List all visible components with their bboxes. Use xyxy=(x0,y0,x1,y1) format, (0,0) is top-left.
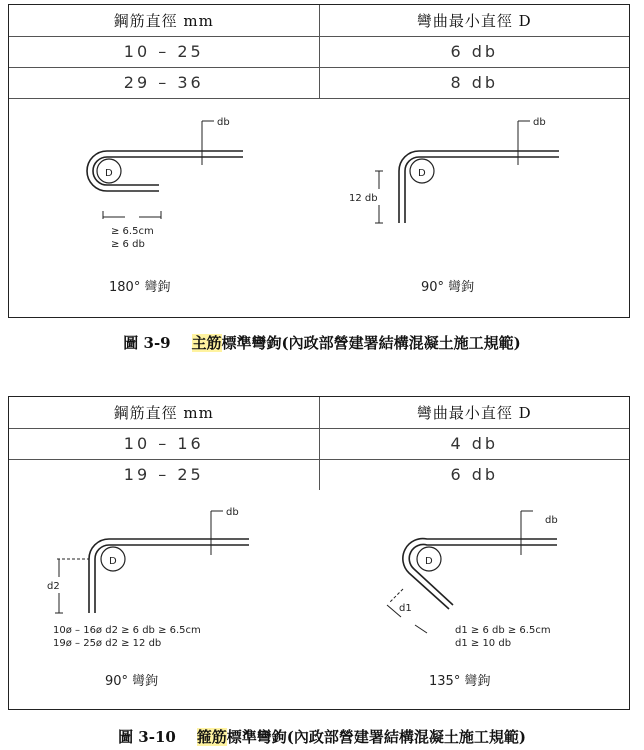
db-label: db xyxy=(533,117,546,128)
stirrup-hook-135-drawing xyxy=(387,511,557,633)
hook-90-label: 90° 彎鉤 xyxy=(421,280,475,295)
header-diameter: 鋼筋直徑 mm xyxy=(9,5,320,36)
table-header xyxy=(9,397,629,429)
note-90-line2: 19ø – 25ø d2 ≥ 12 db xyxy=(53,638,162,649)
note-135-line2: d1 ≥ 10 db xyxy=(455,638,512,649)
header-min-bend: 彎曲最小直徑 D xyxy=(416,12,532,30)
d-label: D xyxy=(425,556,433,567)
row-min-bend: 8 db xyxy=(450,73,499,92)
db-label: db xyxy=(217,117,230,128)
hook-diagram-main xyxy=(9,99,629,317)
note-90-line1: 10ø – 16ø d2 ≥ 6 db ≥ 6.5cm xyxy=(53,625,201,636)
row-diameter: 10 – 25 xyxy=(9,36,320,67)
stirrup-hook-90-drawing xyxy=(55,511,249,613)
row-min-bend: 6 db xyxy=(450,465,499,484)
row-min-bend: 6 db xyxy=(450,42,499,61)
stirrup-hook-135-label: 135° 彎鉤 xyxy=(429,674,491,689)
stirrup-hook-90-label: 90° 彎鉤 xyxy=(105,674,159,689)
ext-min-cm: ≥ 6.5cm xyxy=(111,226,154,237)
hook-table-stirrup xyxy=(8,396,630,710)
header-min-bend: 彎曲最小直徑 D xyxy=(416,404,532,422)
hook-90-drawing xyxy=(375,121,559,223)
hook-table-main-bar xyxy=(8,4,630,318)
table-row xyxy=(9,459,629,490)
table-row xyxy=(9,428,629,460)
d-label: D xyxy=(105,168,113,179)
table-header xyxy=(9,5,629,37)
d1-label: d1 xyxy=(399,603,412,614)
caption-number: 圖 3-10 xyxy=(118,728,176,746)
caption-text: 標準彎鉤(內政部營建署結構混凝土施工規範) xyxy=(226,728,526,746)
hook-diagram-stirrup xyxy=(9,491,629,709)
ext-12db: 12 db xyxy=(349,193,378,204)
db-label: db xyxy=(226,507,239,518)
figure-caption-3-9 xyxy=(0,332,644,353)
hook-180-label: 180° 彎鉤 xyxy=(109,280,171,295)
table-row xyxy=(9,36,629,68)
d-label: D xyxy=(109,556,117,567)
note-135-line1: d1 ≥ 6 db ≥ 6.5cm xyxy=(455,625,551,636)
row-diameter: 19 – 25 xyxy=(9,459,320,490)
caption-number: 圖 3-9 xyxy=(123,334,171,352)
figure-caption-3-10 xyxy=(0,726,644,747)
d2-label: d2 xyxy=(47,581,60,592)
ext-min-db: ≥ 6 db xyxy=(111,239,145,250)
row-diameter: 29 – 36 xyxy=(9,67,320,98)
header-diameter: 鋼筋直徑 mm xyxy=(9,397,320,428)
caption-text: 標準彎鉤(內政部營建署結構混凝土施工規範) xyxy=(221,334,521,352)
d-label: D xyxy=(418,168,426,179)
row-diameter: 10 – 16 xyxy=(9,428,320,459)
table-row xyxy=(9,67,629,99)
caption-highlight: 箍筋 xyxy=(196,728,227,746)
db-label: db xyxy=(545,515,558,526)
caption-highlight: 主筋 xyxy=(191,334,222,352)
row-min-bend: 4 db xyxy=(450,434,499,453)
